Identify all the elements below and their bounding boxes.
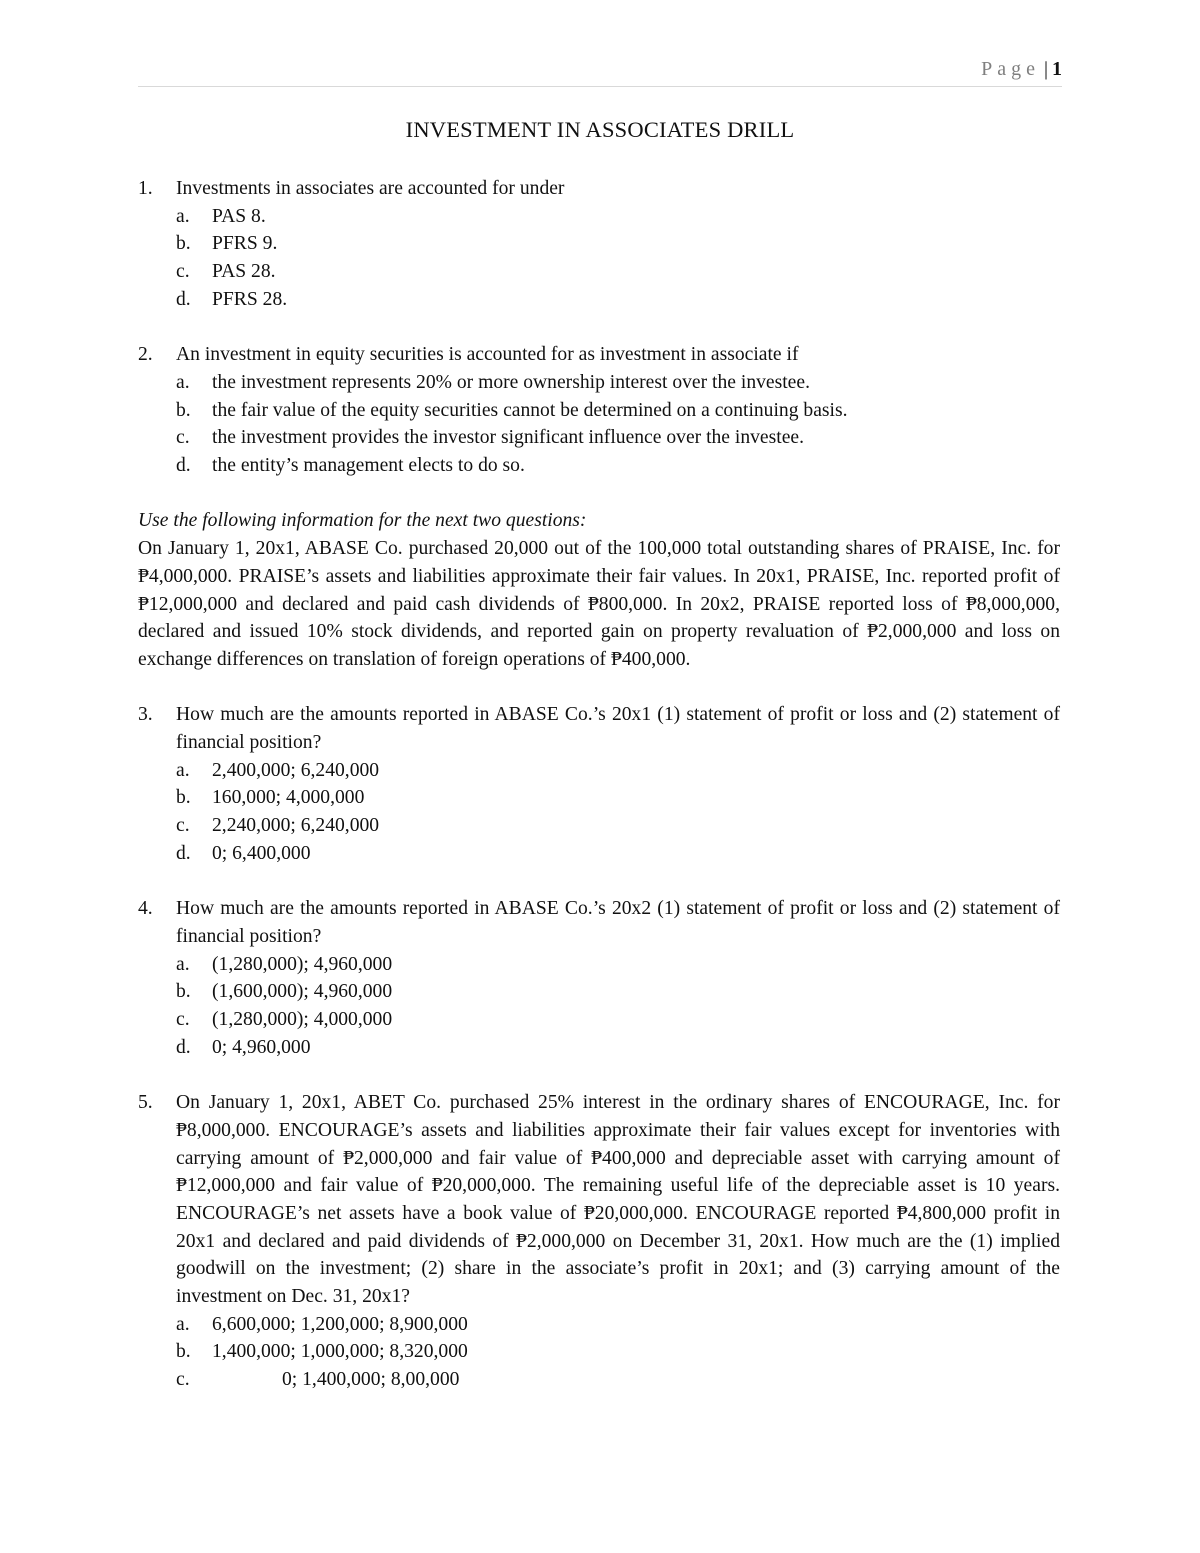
- option-text: 2,400,000; 6,240,000: [212, 759, 380, 781]
- option: [176, 757, 1060, 785]
- option-letter: a.: [176, 205, 190, 227]
- question-2: [138, 341, 1060, 480]
- option: [176, 978, 1060, 1006]
- page-number-value: 1: [1052, 58, 1062, 80]
- option-text: the fair value of the equity securities cannot be determined on a continuing basis.: [212, 399, 848, 421]
- option-text: 1,400,000; 1,000,000; 8,320,000: [212, 1341, 468, 1363]
- page-label: Page: [981, 58, 1040, 80]
- question-text: An investment in equity securities is accounted for as investment in associate if: [176, 344, 799, 366]
- option: [176, 1366, 1060, 1394]
- option-text: (1,600,000); 4,960,000: [212, 981, 393, 1003]
- option-letter: b.: [176, 233, 191, 255]
- option: [176, 840, 1060, 868]
- option-letter: b.: [176, 787, 191, 809]
- option: [176, 230, 1060, 258]
- option-letter: a.: [176, 953, 190, 975]
- question-number: 3.: [138, 704, 153, 726]
- option: [176, 812, 1060, 840]
- question-text: On January 1, 20x1, ABET Co. purchased 25% interest in the ordinary shares of ENCOURAGE, Inc. for ₱8,000,000. ENCOURAGE’s assets and liabilities approximate their fair values except for inventories with carrying amount of ₱2,000,000 and fair value of ₱400,000 and depreciable asset with carrying amount of ₱12,000,000 and fair value of ₱20,000,000. The remaining useful life of the depreciable asset is 10 years. ENCOURAGE’s net assets have a book value of ₱20,000,000. ENCOURAGE reported ₱4,800,000 profit in 20x1 and declared and paid dividends of ₱2,000,000 on December 31, 20x1. How much are the (1) implied goodwill on the investment; (2) share in the associate’s profit in 20x1; and (3) carrying amount of the investment on Dec. 31, 20x1?: [176, 1092, 1060, 1308]
- option: [176, 452, 1060, 480]
- option-text: 160,000; 4,000,000: [212, 787, 365, 809]
- option-letter: d.: [176, 1036, 191, 1058]
- option-letter: d.: [176, 455, 191, 477]
- option: [176, 1311, 1060, 1339]
- option: [176, 424, 1060, 452]
- option: [176, 203, 1060, 231]
- option-text: 0; 4,960,000: [212, 1036, 311, 1058]
- option: [176, 286, 1060, 314]
- option-text: PAS 8.: [212, 205, 266, 227]
- option-text: 2,240,000; 6,240,000: [212, 815, 380, 837]
- option-text: the investment represents 20% or more ownership interest over the investee.: [212, 371, 810, 393]
- question-number: 1.: [138, 178, 153, 199]
- question-1: [138, 175, 1060, 314]
- option-text: (1,280,000); 4,000,000: [212, 1009, 393, 1031]
- option: [176, 258, 1060, 286]
- page-number: Page | 1: [981, 58, 1062, 80]
- question-number: 2.: [138, 344, 153, 366]
- option: [176, 784, 1060, 812]
- option: [176, 951, 1060, 979]
- option-text: the entity’s management elects to do so.: [212, 455, 525, 477]
- option-letter: b.: [176, 1341, 191, 1363]
- document-title: INVESTMENT IN ASSOCIATES DRILL: [405, 117, 795, 142]
- option-text: 0; 1,400,000; 8,00,000: [282, 1369, 460, 1391]
- info-paragraph: On January 1, 20x1, ABASE Co. purchased 20,000 out of the 100,000 total outstanding shares of PRAISE, Inc. for ₱4,000,000. PRAISE’s assets and liabilities approximate their fair values. In 20x1, PRAISE, Inc. reported profit of ₱12,000,000 and declared and paid cash dividends of ₱800,000. In 20x2, PRAISE reported loss of ₱8,000,000, declared and issued 10% stock dividends, and reported gain on property revaluation of ₱2,000,000 and loss on exchange differences on translation of foreign operations of ₱400,000.: [138, 538, 1060, 670]
- option-letter: c.: [176, 1009, 190, 1031]
- option-letter: c.: [176, 427, 190, 449]
- option-text: 6,600,000; 1,200,000; 8,900,000: [212, 1313, 468, 1335]
- option: [176, 1338, 1060, 1366]
- option-letter: b.: [176, 399, 191, 421]
- option: [176, 1034, 1060, 1062]
- question-text: Investments in associates are accounted for under: [176, 178, 565, 199]
- option: [176, 1006, 1060, 1034]
- option-text: PFRS 28.: [212, 288, 288, 310]
- question-text: How much are the amounts reported in ABASE Co.’s 20x2 (1) statement of profit or loss and (2) statement of financial position?: [176, 898, 1060, 947]
- option: [176, 397, 1060, 425]
- option-text: PAS 28.: [212, 261, 276, 283]
- option-letter: d.: [176, 842, 191, 864]
- document-body: [138, 175, 1060, 1394]
- option-text: PFRS 9.: [212, 233, 278, 255]
- option-letter: a.: [176, 1313, 190, 1335]
- question-3: [138, 701, 1060, 867]
- option-letter: b.: [176, 981, 191, 1003]
- option-letter: a.: [176, 371, 190, 393]
- option-letter: a.: [176, 759, 190, 781]
- option: [176, 369, 1060, 397]
- option-letter: c.: [176, 815, 190, 837]
- info-note: Use the following information for the next two questions:: [138, 510, 587, 532]
- question-number: 5.: [138, 1092, 153, 1114]
- option-letter: d.: [176, 288, 191, 310]
- question-5: [138, 1089, 1060, 1394]
- option-text: (1,280,000); 4,960,000: [212, 953, 393, 975]
- question-4: [138, 895, 1060, 1061]
- question-text: How much are the amounts reported in ABASE Co.’s 20x1 (1) statement of profit or loss and (2) statement of financial position?: [176, 704, 1060, 754]
- option-letter: c.: [176, 261, 190, 283]
- option-letter: c.: [176, 1369, 190, 1391]
- question-number: 4.: [138, 898, 153, 920]
- option-text: the investment provides the investor significant influence over the investee.: [212, 427, 804, 449]
- option-text: 0; 6,400,000: [212, 842, 311, 864]
- page-header: [138, 58, 1062, 87]
